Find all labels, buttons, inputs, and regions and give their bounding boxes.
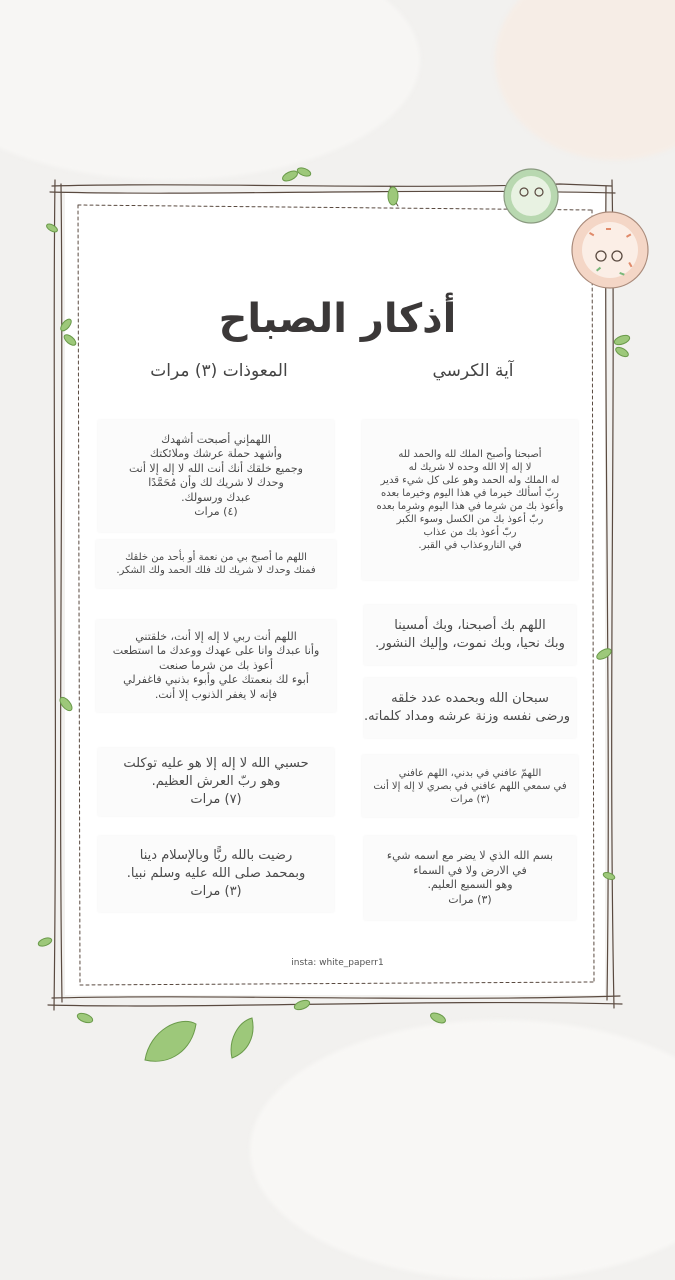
dhikr-line: (٤) مرات bbox=[194, 505, 238, 518]
dhikr-line: لا إله إلا الله وحده لا شريك له bbox=[408, 462, 532, 473]
dhikr-line: وأعوذ بك من شرِما في هذا اليوم وشرِما بعده bbox=[376, 501, 564, 512]
dhikr-line: في الارض ولا في السماء bbox=[413, 863, 527, 877]
dhikr-line: اللهمإني أصبحت أشهدك bbox=[161, 432, 271, 446]
dhikr-line: وهو السميع العليم. bbox=[427, 878, 513, 891]
dhikr-line: وجميع خلقك أنك أنت الله لا إله إلا أنت bbox=[129, 461, 303, 475]
dhikr-line: وبك نحيا، وبك نموت، وإليك النشور. bbox=[375, 636, 565, 651]
instagram-credit: insta: white_paperr1 bbox=[291, 958, 384, 968]
dhikr-card bbox=[96, 620, 336, 712]
dhikr-line: ربّ أعوذ بك من الكسل وسوء الكبر bbox=[396, 514, 544, 525]
dhikr-line: وأنا عبدك وانا على عهدك ووعدك ما استطعت bbox=[112, 644, 320, 658]
dhikr-line: وحدك لا شريك لك وأن مُحَمَّدًا bbox=[148, 476, 284, 489]
column-header-ayat-al-kursi: آية الكرسي bbox=[432, 361, 514, 381]
page-title: أذكار الصباح bbox=[218, 296, 457, 342]
dhikr-line: (٣) مرات bbox=[190, 884, 242, 899]
dhikr-card bbox=[364, 605, 576, 665]
background-blob bbox=[250, 1020, 675, 1280]
dhikr-card bbox=[98, 420, 334, 532]
dhikr-line: في سمعي اللهم عافني في بصري لا إله إلا أنت bbox=[373, 780, 567, 792]
dhikr-line: ورضى نفسه وزنة عرشه ومداد كلماته. bbox=[364, 709, 570, 724]
column-header-muawwidhat: المعوذات (٣) مرات bbox=[150, 361, 288, 381]
dhikr-line: سبحان الله وبحمده عدد خلقه bbox=[391, 691, 549, 706]
dhikr-line: اللهم بك أصبحنا، وبك أمسينا bbox=[394, 618, 546, 633]
dhikr-line: (٧) مرات bbox=[190, 792, 242, 807]
background-blob bbox=[495, 0, 675, 160]
dhikr-line: اللهمّ عافني في بدني، اللهم عافني bbox=[398, 767, 542, 779]
dhikr-card bbox=[98, 836, 334, 912]
dhikr-line: عبدك ورسولك. bbox=[181, 490, 251, 504]
dhikr-line: (٣) مرات bbox=[448, 892, 492, 906]
dhikr-line: أعوذ بك من شرما صنعت bbox=[158, 658, 274, 672]
dhikr-line: اللهم أنت ربي لا إله إلا أنت، خلقتني bbox=[135, 629, 297, 643]
dhikr-card bbox=[362, 420, 578, 580]
dhikr-card bbox=[96, 540, 336, 588]
dhikr-line: فمنك وحدك لا شريك لك فلك الحمد ولك الشكر. bbox=[116, 565, 316, 576]
background-blob bbox=[0, 0, 420, 180]
dhikr-line: (٣) مرات bbox=[450, 793, 490, 805]
dhikr-line: ربّ أعوذ بك من عذاب bbox=[423, 527, 517, 538]
dhikr-line: وبمحمد صلى الله عليه وسلم نبيا. bbox=[126, 866, 306, 881]
dhikr-line: حسبي الله لا إله إلا هو عليه توكلت bbox=[123, 756, 309, 771]
dhikr-line: أبوء لك بنعمتك علي وأبوء بذنبي فاغفرلي bbox=[123, 673, 309, 687]
dhikr-card bbox=[98, 748, 334, 816]
dhikr-line: له الملك وله الحمد وهو على كل شيء قدير bbox=[380, 475, 560, 486]
dhikr-line: بسم الله الذي لا يضر مع اسمه شيء bbox=[386, 849, 554, 862]
dhikr-line: فإنه لا يغفر الذنوب إلا أنت. bbox=[154, 687, 278, 701]
dhikr-line: وهو ربّ العرش العظيم. bbox=[151, 774, 281, 789]
dhikr-card bbox=[364, 678, 576, 738]
dhikr-card bbox=[362, 755, 578, 817]
dhikr-line: رضيت بالله ربًّا وبالإسلام دينا bbox=[139, 848, 293, 863]
dhikr-line: في الناروعذاب في القبر. bbox=[418, 540, 522, 551]
dhikr-line: أصبحنا وأصبح الملك لله والحمد لله bbox=[398, 449, 542, 460]
dhikr-line: ربّ أسألك خيرما في هذا اليوم وخيرما بعده bbox=[381, 488, 559, 499]
dhikr-line: اللهم ما أصبح بي من نعمة أو بأحد من خلقك bbox=[125, 552, 307, 563]
dhikr-card bbox=[364, 836, 576, 920]
dhikr-line: وأشهد حملة عرشك وملائكتك bbox=[149, 447, 283, 460]
